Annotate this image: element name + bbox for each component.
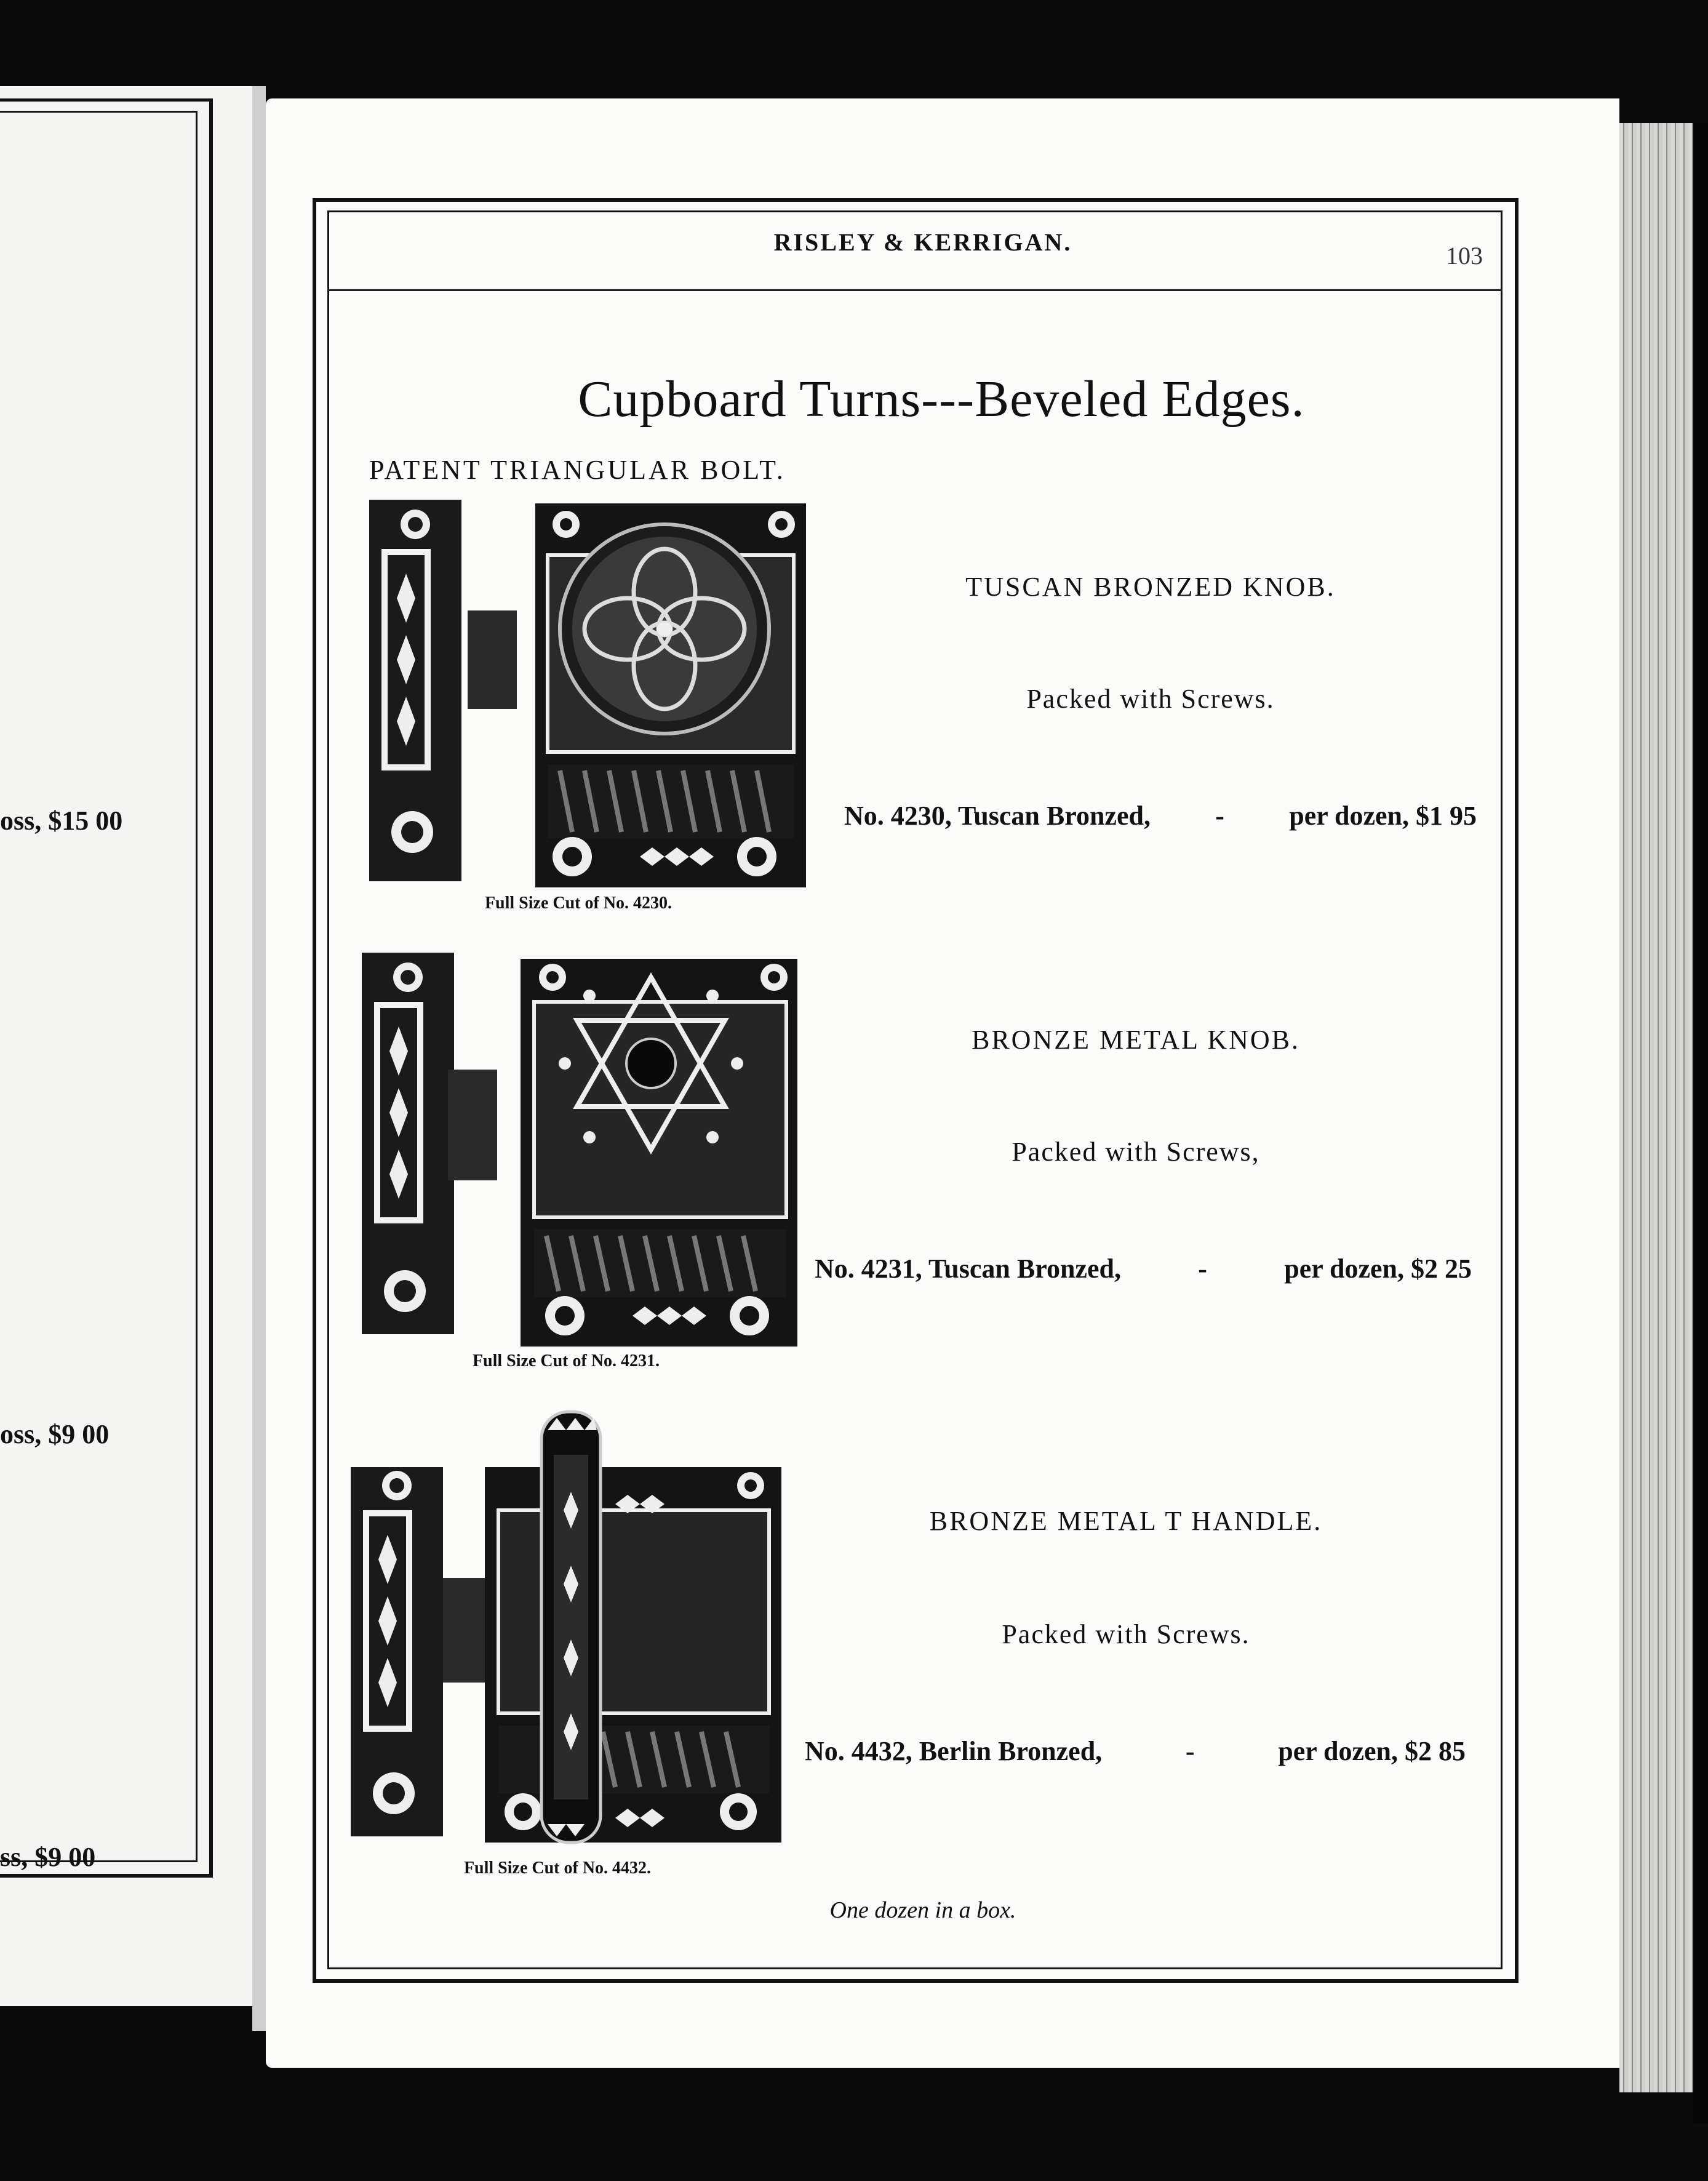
item-price-4230: per dozen, $1 95 [1289,801,1477,831]
item-name-4230: TUSCAN BRONZED KNOB. [965,572,1336,602]
left-page-inner-frame [0,111,198,1862]
item-packed-4231: Packed with Screws, [1012,1137,1260,1167]
item-name-4432: BRONZE METAL T HANDLE. [929,1506,1323,1536]
page-title: Cupboard Turns---Beveled Edges. [578,370,1305,428]
item-packed-4230: Packed with Screws. [1026,684,1275,714]
page-edge-shadow [1693,123,1708,2123]
cupboard-turn-4230-illustration [363,500,812,894]
left-page-price-3: ss, $9 00 [0,1842,96,1872]
cupboard-turn-4432-illustration [345,1406,788,1849]
footer-note: One dozen in a box. [829,1897,1016,1923]
left-page-price-2: oss, $9 00 [0,1419,110,1449]
item-price-line-4432 [805,1735,1466,1767]
page-number: 103 [1446,242,1483,270]
item-number-4231: No. 4231, Tuscan Bronzed, [815,1254,1121,1284]
running-header: RISLEY & KERRIGAN. [773,228,1072,256]
header-rule [327,289,1502,291]
item-caption-4432: Full Size Cut of No. 4432. [463,1859,652,1878]
item-dash-4432: - [1185,1736,1195,1766]
item-caption-4230: Full Size Cut of No. 4230. [484,894,672,913]
item-price-line-4231 [815,1253,1472,1284]
item-dash-4231: - [1198,1254,1207,1284]
left-page-price-1: oss, $15 00 [0,806,123,836]
item-price-4231: per dozen, $2 25 [1284,1254,1472,1284]
book-gutter [252,86,266,2031]
item-dash-4230: - [1215,801,1224,831]
page-subtitle: PATENT TRIANGULAR BOLT. [369,455,786,485]
item-price-4432: per dozen, $2 85 [1278,1736,1466,1766]
item-number-4432: No. 4432, Berlin Bronzed, [805,1736,1103,1766]
page-edges [1619,123,1693,2092]
item-packed-4432: Packed with Screws. [1002,1619,1250,1649]
cupboard-turn-4231-illustration [356,953,805,1353]
item-price-line-4230 [844,800,1477,831]
item-name-4231: BRONZE METAL KNOB. [971,1025,1301,1055]
item-caption-4231: Full Size Cut of No. 4231. [472,1351,660,1371]
item-number-4230: No. 4230, Tuscan Bronzed, [844,801,1151,831]
